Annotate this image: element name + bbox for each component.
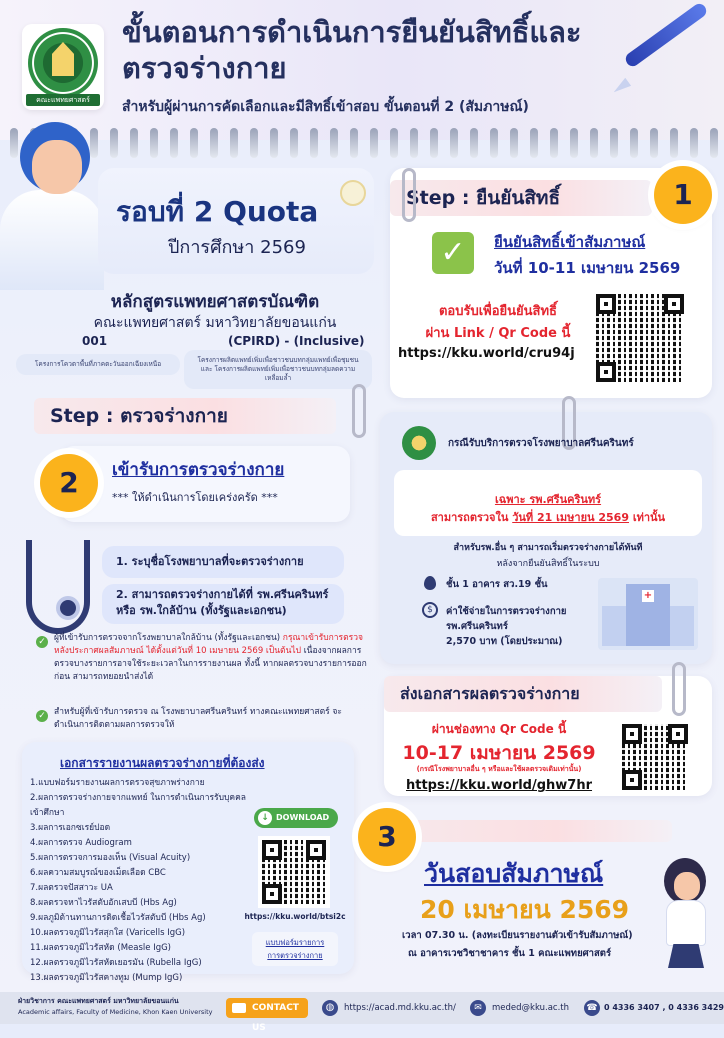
interview-heading: วันสอบสัมภาษณ์ [424, 859, 604, 888]
interview-place: ณ อาคารเวชวิชาชาคาร ชั้น 1 คณะแพทยศาสตร์ [408, 948, 612, 959]
contact-us-button[interactable] [226, 998, 308, 1033]
location-pin-icon [424, 576, 436, 590]
confirm-qr-code[interactable] [592, 290, 688, 386]
document-list-item: 6.ผลความสมบูรณ์ของเม็ดเลือด CBC [30, 868, 166, 878]
download-label: DOWNLOAD [276, 813, 330, 822]
student-girl-face-icon [674, 872, 700, 900]
srinagarind-can-check-suffix: เท่านั้น [628, 511, 666, 524]
notebook-ring-icon [330, 128, 338, 158]
hospital-building-icon: + [598, 578, 698, 650]
notebook-ring-icon [470, 128, 478, 158]
notebook-ring-icon [90, 128, 98, 158]
download-icon: ↓ [258, 811, 272, 825]
round-title: รอบที่ 2 Quota [116, 195, 319, 228]
document-list-item: 3.ผลการเอกซเรย์ปอด [30, 823, 111, 833]
document-list-item: 8.ผลตรวจหาไวรัสตับอักเสบบี (Hbs Ag) [30, 898, 177, 908]
documents-title: เอกสารรายงานผลตรวจร่างกายที่ต้องส่ง [60, 756, 265, 770]
notebook-ring-icon [150, 128, 158, 158]
srinagarind-other-1: สำหรับรพ.อื่น ๆ สามารถเริ่มตรวจร่างกายได้ทันที [453, 543, 643, 553]
program-desc-quota: โครงการโควตาพื้นที่ภาคตะวันออกเฉียงเหนือ [16, 354, 180, 375]
step-number-3: 3 [358, 808, 416, 866]
srinagarind-cost [446, 604, 566, 649]
money-icon: $ [422, 602, 438, 618]
footer-org-th: ฝ่ายวิชาการ คณะแพทยศาสตร์ มหาวิทยาลัยขอนแก่น [18, 997, 179, 1005]
student-face-icon [32, 140, 82, 194]
notebook-ring-icon [590, 128, 598, 158]
notebook-ring-icon [670, 128, 678, 158]
check-icon: ✓ [36, 710, 48, 722]
send-results-note: (กรณีโรงพยาบาลอื่น ๆ หรือและใช้ผลตรวจเดิมเท่านั้น) [416, 765, 582, 773]
notebook-ring-icon [650, 128, 658, 158]
exam-note-1-tail: เนื่องจากผลการตรวจบางรายการอาจใช้ระยะเวลาในการรายงานผล ทั้งนี้ หากผลตรวจบางรายการออกก่อน สามารถทยอยนำส่งได้ [54, 646, 367, 682]
srinagarind-cost-3: 2,570 บาท (โดยประมาณ) [446, 636, 563, 647]
hospital-logo-icon [402, 426, 436, 460]
srinagarind-only: เฉพาะ รพ.ศรีนครินทร์ [494, 493, 602, 506]
notebook-ring-icon [450, 128, 458, 158]
notebook-ring-icon [410, 128, 418, 158]
document-list-item: 5.ผลการตรวจการมองเห็น (Visual Acuity) [30, 853, 191, 863]
notebook-ring-icon [570, 128, 578, 158]
send-results-date: 10-17 เมษายน 2569 [402, 742, 596, 764]
program-code-001: 001 [82, 334, 108, 348]
email-icon: ✉ [470, 1000, 486, 1016]
faculty-logo [22, 24, 104, 110]
program-code-cpird: (CPIRD) - (Inclusive) [228, 334, 365, 348]
step-number-1: 1 [654, 166, 712, 224]
interview-date: 20 เมษายน 2569 [420, 895, 630, 924]
form-label-line-1: แบบฟอร์มรายการ [265, 938, 325, 947]
program-desc-cpird: โครงการผลิตแพทย์เพิ่มเพื่อชาวชนบทกลุ่มแพทย์เพื่อชุมชน และ โครงการผลิตแพทย์เพิ่มเพื่อชาวชนบทกลุ่มลดความเหลื่อมล้ำ [184, 350, 372, 389]
notebook-ring-icon [490, 128, 498, 158]
srinagarind-cost-2: รพ.ศรีนครินทร์ [446, 621, 508, 632]
notebook-ring-icon [190, 128, 198, 158]
document-list-item: 4.ผลการตรวจ Audiogram [30, 838, 132, 848]
srinagarind-can-check-date: วันที่ 21 เมษายน 2569 [512, 511, 629, 524]
exam-option-2-line-2: หรือ รพ.ใกล้บ้าน (ทั้งรัฐและเอกชน) [116, 604, 287, 617]
document-list-item: 7.ผลตรวจปัสสาวะ UA [30, 883, 113, 893]
check-icon: ✓ [36, 636, 48, 648]
srinagarind-can-check-prefix: สามารถตรวจใน [430, 511, 513, 524]
footer-org-en: Academic affairs, Faculty of Medicine, Khon Kaen University [18, 1008, 213, 1016]
notebook-ring-icon [130, 128, 138, 158]
send-results-channel: ผ่านช่องทาง Qr Code นี้ [431, 722, 567, 736]
exam-option-2-line-1: 2. สามารถตรวจร่างกายได้ที่ รพ.ศรีนครินทร์ [116, 588, 329, 601]
program-title: หลักสูตรแพทยศาสตรบัณฑิต [110, 292, 320, 312]
form-label [252, 932, 338, 966]
documents-list [30, 776, 252, 986]
footer-email[interactable]: meded@kku.ac.th [492, 1003, 570, 1013]
notebook-ring-icon [430, 128, 438, 158]
student-girl-skirt-icon [668, 944, 704, 968]
srinagarind-header: กรณีรับบริการตรวจโรงพยาบาลศรีนครินทร์ [448, 438, 634, 449]
confirm-instruction-1: ตอบรับเพื่อยืนยันสิทธิ์ [438, 304, 557, 319]
documents-qr-code[interactable] [258, 836, 330, 908]
notebook-ring-icon [510, 128, 518, 158]
footer-website[interactable]: https://acad.md.kku.ac.th/ [344, 1003, 456, 1013]
notebook-ring-icon [370, 128, 378, 158]
notebook-ring-icon [390, 128, 398, 158]
notebook-rings [0, 128, 724, 160]
documents-link[interactable]: https://kku.world/btsi2c [244, 912, 346, 921]
interview-bar [384, 820, 672, 842]
step-confirm-bar: Step : ยืนยันสิทธิ์ [390, 180, 652, 216]
phone-icon: ☎ [584, 1000, 600, 1016]
stethoscope-icon [26, 540, 90, 634]
notebook-ring-icon [530, 128, 538, 158]
srinagarind-other-2: หลังจากยืนยันสิทธิ์ในระบบ [496, 559, 600, 569]
contact-us-label: CONTACT US [252, 1003, 299, 1033]
document-list-item: 13.ผลตรวจภูมิไวรัสคางทูม (Mump IgG) [30, 973, 183, 983]
notebook-ring-icon [310, 128, 318, 158]
checkbox-icon: ✓ [432, 232, 474, 274]
document-list-item: 10.ผลตรวจภูมิไวรัสสุกใส (Varicells IgG) [30, 928, 186, 938]
notebook-ring-icon [10, 128, 18, 158]
stethoscope-chestpiece-icon [56, 596, 80, 620]
exam-note-2: สำหรับผู้ที่เข้ารับการตรวจ ณ โรงพยาบาลศรีนครินทร์ ทางคณะแพทยศาสตร์ จะดำเนินการติดตามผลการตรวจให้ [54, 707, 342, 730]
paperclip-icon [672, 662, 686, 716]
student-illustration-body [0, 190, 104, 290]
lightbulb-icon [340, 180, 366, 206]
notebook-ring-icon [630, 128, 638, 158]
send-results-link[interactable]: https://kku.world/ghw7hr [405, 778, 593, 793]
document-list-item: 9.ผลภูมิต้านทานการติดเชื้อไวรัสตับบี (Hbs Ag) [30, 913, 206, 923]
student-girl-shirt-icon [666, 900, 706, 946]
interview-time: เวลา 07.30 น. (ลงทะเบียนรายงานตัวเข้ารับสัมภาษณ์) [402, 930, 633, 941]
confirm-instruction-2: ผ่าน Link / Qr Code นี้ [425, 326, 571, 341]
notebook-ring-icon [170, 128, 178, 158]
srinagarind-can-check [394, 508, 702, 526]
document-list-item: 11.ผลตรวจภูมิไวรัสหัด (Measle IgG) [30, 943, 171, 953]
exam-note: *** ให้ดำเนินการโดยเคร่งครัด *** [112, 491, 278, 504]
exam-option-2 [102, 584, 344, 624]
exam-note-1-normal: ผู้ที่เข้ารับการตรวจจากโรงพยาบาลใกล้บ้าน (ทั้งรัฐและเอกชน) [54, 633, 281, 643]
srinagarind-location: ชั้น 1 อาคาร สว.19 ชั้น [446, 579, 548, 590]
notebook-ring-icon [610, 128, 618, 158]
notebook-ring-icon [290, 128, 298, 158]
exam-note-1-red: กรุณาเข้ารับการตรวจหลังประกาศผลสัมภาษณ์ ได้ตั้งแต่วันที่ 10 เมษายน 2569 เป็นต้นไป [54, 633, 363, 656]
document-list-item: 12.ผลตรวจภูมิไวรัสหัดเยอรมัน (Rubella IgG) [30, 958, 202, 968]
confirm-link[interactable]: https://kku.world/cru94j [398, 346, 575, 361]
confirm-date: วันที่ 10-11 เมษายน 2569 [494, 259, 681, 277]
contact-card-icon [232, 1003, 246, 1013]
page-title: ขั้นตอนการดำเนินการยืนยันสิทธิ์และตรวจร่างกาย [122, 15, 582, 85]
globe-icon: ◍ [322, 1000, 338, 1016]
paperclip-icon [352, 384, 366, 438]
notebook-ring-icon [110, 128, 118, 158]
step-exam-bar: Step : ตรวจร่างกาย [34, 398, 336, 434]
notebook-ring-icon [270, 128, 278, 158]
form-label-line-2: การตรวจร่างกาย [267, 951, 323, 960]
notebook-ring-icon [690, 128, 698, 158]
notebook-ring-icon [710, 128, 718, 158]
notebook-ring-icon [210, 128, 218, 158]
notebook-ring-icon [350, 128, 358, 158]
exam-option-1: 1. ระบุชื่อโรงพยาบาลที่จะตรวจร่างกาย [102, 546, 344, 578]
download-button[interactable] [254, 808, 338, 828]
notebook-ring-icon [230, 128, 238, 158]
srinagarind-cost-1: ค่าใช้จ่ายในการตรวจร่างกาย [446, 606, 567, 617]
document-list-item: 1.แบบฟอร์มรายงานผลการตรวจสุขภาพร่างกาย [30, 778, 205, 788]
program-faculty: คณะแพทยศาสตร์ มหาวิทยาลัยขอนแก่น [93, 315, 337, 331]
step-number-2: 2 [40, 454, 98, 512]
logo-text: คณะแพทยศาสตร์ [26, 94, 100, 106]
exam-note-1 [54, 632, 374, 684]
document-list-item: 2.ผลการตรวจร่างกายจากแพทย์ ในการดำเนินการรับบุคคลเข้าศึกษา [30, 793, 246, 818]
confirm-heading: ยืนยันสิทธิ์เข้าสัมภาษณ์ [494, 233, 646, 251]
footer-phone[interactable]: 0 4336 3407 , 0 4336 3429 [604, 1003, 724, 1012]
paperclip-icon [402, 168, 416, 222]
exam-heading: เข้ารับการตรวจร่างกาย [112, 460, 285, 480]
academic-year: ปีการศึกษา 2569 [168, 237, 306, 258]
send-results-bar: ส่งเอกสารผลตรวจร่างกาย [384, 676, 662, 712]
send-results-qr-code[interactable] [618, 720, 692, 794]
notebook-ring-icon [550, 128, 558, 158]
notebook-ring-icon [250, 128, 258, 158]
page-subtitle: สำหรับผู้ผ่านการคัดเลือกและมีสิทธิ์เข้าสอบ ขั้นตอนที่ 2 (สัมภาษณ์) [122, 99, 529, 115]
